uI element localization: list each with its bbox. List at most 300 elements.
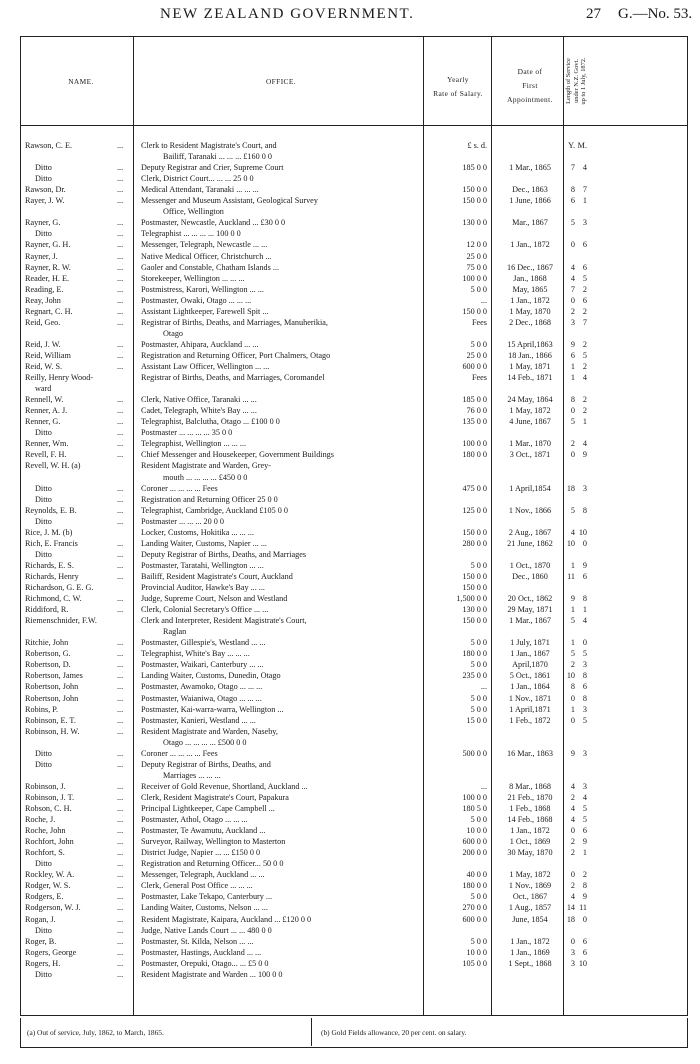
date-cell: 20 Oct., 1862 — [507, 594, 553, 604]
salary-cell: £ s. d. — [467, 141, 487, 150]
leader-dots: ... — [117, 605, 124, 615]
leader-dots: ... — [117, 284, 124, 294]
salary-cell: Fees — [471, 373, 487, 383]
date-cell: 1 Jan., 1867 — [510, 649, 550, 659]
office-cell: Postmaster, St. Kilda, Nelson ... ... — [141, 936, 254, 946]
name-cell: Renner, A. J. — [25, 406, 68, 416]
office-cell: Postmaster, Owaki, Otago ... ... ... — [141, 295, 252, 305]
service-years-cell: 4 — [570, 527, 575, 537]
service-months-cell: 6 — [582, 936, 587, 946]
leader-dots: ... — [117, 450, 124, 460]
salary-table — [20, 36, 688, 1016]
leader-dots: ... — [117, 251, 124, 261]
office-cell: Coroner ... ... ... ... Fees — [141, 483, 218, 493]
date-cell: 1 Mar., 1870 — [509, 439, 551, 449]
service-months-cell: M. — [577, 141, 587, 150]
leader-dots: ... — [117, 837, 124, 847]
salary-cell: 12 0 0 — [466, 240, 487, 250]
table-row — [21, 417, 687, 427]
date-cell: 16 Dec., 1867 — [507, 262, 553, 272]
date-cell: Oct., 1867 — [512, 892, 548, 902]
salary-cell: 185 0 0 — [462, 395, 487, 405]
office-cell: Landing Waiter, Customs, Napier ... ... — [141, 538, 267, 548]
leader-dots: ... — [117, 395, 124, 405]
table-row — [21, 682, 687, 692]
footnote-b: (b) Gold Fields allowance, 20 per cent. on salary. — [321, 1028, 467, 1037]
office-cell: Clerk and Interpreter, Resident Magistrate's Court, — [141, 616, 307, 626]
salary-cell: 25 0 0 — [466, 251, 487, 261]
office-cell: Clerk, Native Office, Taranaki ... ... — [141, 395, 257, 405]
service-years-cell: 1 — [570, 560, 575, 570]
date-cell: 14 Feb., 1871 — [507, 373, 553, 383]
table-row — [21, 870, 687, 880]
leader-dots: ... — [117, 903, 124, 913]
date-cell: 2 Aug., 1867 — [508, 527, 552, 537]
leader-dots: ... — [117, 925, 124, 935]
name-cell: Robinson, E. T. — [25, 715, 76, 725]
salary-cell: 105 0 0 — [462, 958, 487, 968]
table-row — [21, 671, 687, 681]
office-cell: Postmaster, Kanieri, Westland ... ... — [141, 715, 256, 725]
service-years-cell: 0 — [570, 693, 575, 703]
leader-dots: ... — [117, 417, 124, 427]
service-years-cell: 0 — [570, 295, 575, 305]
column-header-date: Date of First Appointment. — [507, 67, 553, 104]
office-cell: Postmaster, Orepuki, Otago... ... £5 0 0 — [141, 958, 269, 968]
office-cell: Postmaster, Hastings, Auckland ... ... — [141, 947, 262, 957]
office-cell: Storekeeper, Wellington ... ... ... — [141, 273, 245, 283]
table-row — [21, 229, 687, 239]
salary-cell: 100 0 0 — [462, 792, 487, 802]
office-cell: mouth ... ... ... ... £450 0 0 — [163, 472, 248, 482]
leader-dots: ... — [117, 848, 124, 858]
salary-cell: 185 0 0 — [462, 163, 487, 173]
date-cell: 1 May, 1872 — [509, 406, 551, 416]
service-years-cell: 8 — [570, 395, 575, 405]
table-row — [21, 892, 687, 902]
name-cell: Rayner, G. H. — [25, 240, 71, 250]
service-months-cell: 2 — [582, 306, 587, 316]
office-cell: Surveyor, Railway, Wellington to Masterton — [141, 837, 286, 847]
service-months-cell: 6 — [582, 295, 587, 305]
service-years-cell: 4 — [570, 781, 575, 791]
leader-dots: ... — [117, 881, 124, 891]
salary-cell: 75 0 0 — [466, 262, 487, 272]
name-cell: Richardson, G. E. G. — [25, 583, 94, 592]
service-years-cell: 4 — [570, 262, 575, 272]
date-cell: 5 Oct., 1861 — [509, 671, 551, 681]
salary-cell: 150 0 0 — [462, 306, 487, 316]
service-months-cell: 3 — [582, 660, 587, 670]
office-cell: Bailiff, Taranaki ... ... ... £160 0 0 — [163, 152, 272, 162]
table-row — [21, 859, 687, 869]
date-cell: 1 Sept., 1868 — [508, 958, 552, 968]
service-months-cell: 6 — [582, 240, 587, 250]
service-years-cell: 3 — [570, 317, 575, 327]
table-row — [21, 649, 687, 659]
salary-cell: 180 0 0 — [462, 881, 487, 891]
leader-dots: ... — [117, 914, 124, 924]
office-cell: Clerk, Colonial Secretary's Office ... ... — [141, 605, 269, 615]
leader-dots: ... — [117, 229, 124, 239]
service-months-cell: 2 — [582, 406, 587, 416]
service-years-cell: 2 — [570, 306, 575, 316]
service-months-cell: 4 — [582, 163, 587, 173]
service-years-cell: 8 — [570, 682, 575, 692]
service-months-cell: 10 — [578, 958, 587, 968]
table-row — [21, 528, 687, 538]
office-cell: Postmaster, Newcastle, Auckland ... £30 0 0 — [141, 218, 286, 228]
date-cell: 1 Jan., 1869 — [510, 947, 550, 957]
date-cell: 8 Mar., 1868 — [509, 781, 551, 791]
name-cell: Robertson, John — [25, 682, 79, 692]
table-row — [21, 915, 687, 925]
table-row — [21, 517, 687, 527]
table-row — [21, 937, 687, 947]
name-cell: Rennell, W. — [25, 395, 64, 405]
service-years-cell: 0 — [570, 826, 575, 836]
leader-dots: ... — [117, 704, 124, 714]
service-months-cell: 7 — [582, 317, 587, 327]
service-years-cell: 0 — [570, 240, 575, 250]
leader-dots: ... — [117, 262, 124, 272]
name-cell: Regnart, C. H. — [25, 306, 73, 316]
service-months-cell: 9 — [582, 450, 587, 460]
salary-cell: 150 0 0 — [462, 185, 487, 195]
office-cell: District Judge, Napier ... ... £150 0 0 — [141, 848, 261, 858]
table-row — [21, 450, 687, 460]
service-years-cell: 7 — [570, 284, 575, 294]
office-cell: Marriages ... ... ... — [163, 770, 221, 780]
service-years-cell: 18 — [566, 914, 575, 924]
service-years-cell: 3 — [570, 947, 575, 957]
page-number: 27 — [586, 6, 601, 22]
salary-cell: 5 0 0 — [470, 660, 487, 670]
service-years-cell: 5 — [570, 505, 575, 515]
name-cell: Robson, C. H. — [25, 804, 72, 813]
salary-cell: 40 0 0 — [466, 870, 487, 880]
service-months-cell: 4 — [582, 439, 587, 449]
date-cell: 30 May, 1870 — [507, 848, 553, 858]
leader-dots: ... — [117, 958, 124, 968]
office-cell: Resident Magistrate, Kaipara, Auckland ... £120 0 0 — [141, 914, 312, 924]
leader-dots: ... — [117, 660, 124, 670]
service-months-cell: 6 — [582, 826, 587, 836]
table-row — [21, 406, 687, 416]
salary-cell: 5 0 0 — [470, 704, 487, 714]
service-years-cell: 6 — [570, 196, 575, 206]
name-cell: Renner, G. — [25, 417, 61, 427]
service-months-cell: 0 — [582, 538, 587, 548]
table-row — [21, 174, 687, 184]
table-row — [21, 815, 687, 825]
salary-cell: 135 0 0 — [462, 417, 487, 427]
leader-dots: ... — [117, 693, 124, 703]
service-months-cell: 8 — [582, 505, 587, 515]
office-cell: Registrar of Births, Deaths, and Marriages, Manuherikia, — [141, 317, 328, 327]
service-years-cell: 1 — [570, 362, 575, 371]
table-row — [21, 252, 687, 262]
service-months-cell: 1 — [582, 417, 587, 427]
service-months-cell: 3 — [582, 781, 587, 791]
service-months-cell: 4 — [582, 616, 587, 626]
column-header-service-wrap — [565, 41, 587, 121]
date-cell: April,1870 — [512, 660, 548, 670]
date-cell: Mar., 1867 — [512, 218, 548, 228]
date-cell: 1 Nov., 1871 — [508, 693, 552, 703]
leader-dots: ... — [117, 163, 124, 173]
office-cell: Medical Attendant, Taranaki ... ... ... — [141, 185, 259, 195]
leader-dots: ... — [117, 804, 124, 813]
footnote-divider — [311, 1018, 312, 1046]
service-years-cell: 1 — [570, 605, 575, 615]
office-cell: Gaoler and Constable, Chatham Islands ... — [141, 262, 280, 272]
salary-cell: 235 0 0 — [462, 671, 487, 681]
service-years-cell: 0 — [570, 406, 575, 416]
date-cell: 1 Aug., 1857 — [508, 903, 552, 913]
name-cell: Reid, W. S. — [25, 362, 63, 371]
date-cell: 1 Mar., 1867 — [509, 616, 551, 626]
table-row — [21, 307, 687, 317]
name-cell: Ritchie, John — [25, 638, 69, 648]
name-cell: Rockley, W. A. — [25, 870, 75, 880]
office-cell: Bailiff, Resident Magistrate's Court, Auckland — [141, 571, 293, 581]
name-cell: Rodger, W. S. — [25, 881, 71, 891]
document-reference: G.—No. 53. — [618, 6, 693, 22]
office-cell: Principal Lightkeeper, Cape Campbell ... — [141, 804, 275, 813]
name-cell: Rice, J. M. (b) — [25, 527, 73, 537]
name-cell: Robertson, G. — [25, 649, 71, 659]
office-cell: Office, Wellington — [163, 207, 224, 217]
salary-cell: 280 0 0 — [462, 538, 487, 548]
table-row — [21, 185, 687, 195]
column-header-service: Length of Service under N.Z. Govt. up to 1 July, 1872. — [565, 57, 587, 105]
salary-cell: 15 0 0 — [466, 715, 487, 725]
salary-cell: 180 0 0 — [462, 450, 487, 460]
name-cell: Reading, E. — [25, 284, 64, 294]
name-cell: Ditto — [35, 925, 52, 935]
leader-dots: ... — [117, 196, 124, 206]
name-cell: Rogers, George — [25, 947, 77, 957]
service-years-cell: 11 — [567, 571, 575, 581]
name-cell: Robinson, H. W. — [25, 726, 80, 736]
service-months-cell: 2 — [582, 395, 587, 405]
table-row — [21, 837, 687, 847]
table-row — [21, 218, 687, 228]
service-months-cell: 8 — [582, 881, 587, 891]
office-cell: Coroner ... ... ... ... Fees — [141, 748, 218, 758]
leader-dots: ... — [117, 792, 124, 802]
salary-cell: 5 0 0 — [470, 693, 487, 703]
service-months-cell: 0 — [582, 638, 587, 648]
service-months-cell: 4 — [582, 373, 587, 383]
leader-dots: ... — [117, 649, 124, 659]
name-cell: Ditto — [35, 163, 52, 173]
office-cell: Deputy Registrar and Crier, Supreme Court — [141, 163, 284, 173]
salary-cell: 5 0 0 — [470, 284, 487, 294]
name-cell: Reynolds, E. B. — [25, 505, 77, 515]
table-row — [21, 461, 687, 471]
service-months-cell: 1 — [582, 848, 587, 858]
date-cell: Dec., 1860 — [512, 571, 548, 581]
date-cell: Dec., 1863 — [512, 185, 548, 195]
leader-dots: ... — [117, 594, 124, 604]
name-cell: Ditto — [35, 969, 52, 979]
name-cell: Renner, Wm. — [25, 439, 69, 449]
service-years-cell: 2 — [570, 848, 575, 858]
name-cell: Reid, William — [25, 350, 71, 360]
service-years-cell: 5 — [570, 649, 575, 659]
leader-dots: ... — [117, 494, 124, 504]
office-cell: Registration and Returning Officer 25 0 0 — [141, 494, 278, 504]
date-cell: June, 1854 — [512, 914, 548, 924]
service-years-cell: Y. — [568, 141, 575, 150]
table-row — [21, 207, 687, 217]
name-cell: Ditto — [35, 483, 52, 493]
name-cell: Reader, H. E. — [25, 273, 70, 283]
service-months-cell: 1 — [582, 196, 587, 206]
service-years-cell: 7 — [570, 163, 575, 173]
office-cell: Provincial Auditor, Hawke's Bay ... ... — [141, 583, 265, 592]
service-months-cell: 6 — [582, 947, 587, 957]
salary-cell: 1,500 0 0 — [456, 594, 487, 604]
name-cell: Riemenschnider, F.W. — [25, 616, 97, 626]
table-row — [21, 594, 687, 604]
table-row — [21, 738, 687, 748]
service-months-cell: 3 — [582, 483, 587, 493]
salary-cell: 130 0 0 — [462, 218, 487, 228]
service-years-cell: 10 — [566, 671, 575, 681]
name-cell: Richards, Henry — [25, 571, 79, 581]
office-cell: Locker, Customs, Hokitika ... ... ... — [141, 527, 254, 537]
leader-dots: ... — [117, 317, 124, 327]
salary-cell: 150 0 0 — [462, 196, 487, 206]
table-row — [21, 881, 687, 891]
service-years-cell: 0 — [570, 870, 575, 880]
service-years-cell: 2 — [570, 660, 575, 670]
salary-cell: 500 0 0 — [462, 748, 487, 758]
table-row — [21, 318, 687, 328]
leader-dots: ... — [117, 638, 124, 648]
name-cell: Ditto — [35, 549, 52, 559]
leader-dots: ... — [117, 350, 124, 360]
service-years-cell: 18 — [566, 483, 575, 493]
office-cell: Postmaster, Ahipara, Auckland ... ... — [141, 339, 259, 349]
table-row — [21, 152, 687, 162]
name-cell: Robinson, J. — [25, 781, 66, 791]
service-years-cell: 2 — [570, 881, 575, 891]
date-cell: May, 1865 — [512, 284, 548, 294]
service-years-cell: 6 — [570, 350, 575, 360]
salary-cell: 200 0 0 — [462, 848, 487, 858]
table-row — [21, 274, 687, 284]
office-cell: Telegraphist, Balclutha, Otago ... £100 0 0 — [141, 417, 280, 427]
date-cell: 21 Feb., 1870 — [507, 792, 553, 802]
salary-cell: 5 0 0 — [470, 560, 487, 570]
leader-dots: ... — [117, 815, 124, 825]
service-months-cell: 2 — [582, 870, 587, 880]
office-cell: Telegraphist ... ... ... ... 100 0 0 — [141, 229, 241, 239]
leader-dots: ... — [117, 538, 124, 548]
office-cell: Postmaster, Lake Tekapo, Canterbury ... — [141, 892, 273, 902]
leader-dots: ... — [117, 483, 124, 493]
service-months-cell: 9 — [582, 892, 587, 902]
table-row — [21, 793, 687, 803]
office-cell: Resident Magistrate and Warden ... 100 0 0 — [141, 969, 283, 979]
service-months-cell: 6 — [582, 262, 587, 272]
table-row — [21, 484, 687, 494]
service-years-cell: 4 — [570, 892, 575, 902]
name-cell: Ditto — [35, 859, 52, 869]
leader-dots: ... — [117, 571, 124, 581]
salary-cell: 150 0 0 — [462, 571, 487, 581]
table-row — [21, 826, 687, 836]
name-cell: Revell, F. H. — [25, 450, 67, 460]
service-months-cell: 2 — [582, 362, 587, 371]
salary-cell: 5 0 0 — [470, 339, 487, 349]
service-years-cell: 14 — [566, 903, 575, 913]
office-cell: Postmaster, Waikari, Canterbury ... ... — [141, 660, 264, 670]
leader-dots: ... — [117, 339, 124, 349]
office-cell: Resident Magistrate and Warden, Grey- — [141, 461, 271, 471]
service-months-cell: 9 — [582, 837, 587, 847]
office-cell: Messenger, Telegraph, Newcastle ... ... — [141, 240, 268, 250]
name-cell: Ditto — [35, 516, 52, 526]
office-cell: Telegraphist, White's Bay ... ... ... — [141, 649, 250, 659]
name-cell: Reid, J. W. — [25, 339, 61, 349]
date-cell: 16 Mar., 1863 — [507, 748, 553, 758]
table-row — [21, 240, 687, 250]
footnotes — [20, 1018, 688, 1048]
leader-dots: ... — [117, 185, 124, 195]
service-months-cell: 4 — [582, 792, 587, 802]
office-cell: Judge, Native Lands Court ... ... 480 0 0 — [141, 925, 272, 935]
table-row — [21, 329, 687, 339]
service-months-cell: 8 — [582, 671, 587, 681]
office-cell: Clerk, District Court... ... ... 25 0 0 — [141, 174, 254, 184]
date-cell: 14 Feb., 1868 — [507, 815, 553, 825]
name-cell: Rayner, R. W. — [25, 262, 71, 272]
name-cell: Richmond, C. W. — [25, 594, 82, 604]
salary-cell: 125 0 0 — [462, 505, 487, 515]
name-cell: Ditto — [35, 759, 52, 769]
leader-dots: ... — [117, 892, 124, 902]
date-cell: 1 Feb., 1872 — [509, 715, 551, 725]
date-cell: 1 Jan., 1872 — [510, 936, 550, 946]
date-cell: 1 April,1871 — [509, 704, 551, 714]
table-column-headers — [21, 37, 687, 126]
salary-cell: 5 0 0 — [470, 638, 487, 648]
leader-dots: ... — [117, 549, 124, 559]
service-months-cell: 1 — [582, 605, 587, 615]
table-row — [21, 439, 687, 449]
name-cell: Reay, John — [25, 295, 61, 305]
table-row — [21, 395, 687, 405]
office-cell: Telegraphist, Cambridge, Auckland £105 0 0 — [141, 505, 288, 515]
salary-cell: 180 5 0 — [462, 804, 487, 813]
table-row — [21, 903, 687, 913]
leader-dots: ... — [117, 781, 124, 791]
page-title: NEW ZEALAND GOVERNMENT. — [160, 6, 415, 22]
table-row — [21, 926, 687, 936]
name-cell: Rodgerson, W. J. — [25, 903, 81, 913]
footnote-a: (a) Out of service, July, 1862, to March, 1865. — [27, 1028, 164, 1037]
name-cell: Robertson, James — [25, 671, 83, 681]
leader-dots: ... — [117, 671, 124, 681]
leader-dots: ... — [117, 748, 124, 758]
leader-dots: ... — [117, 295, 124, 305]
table-row — [21, 583, 687, 593]
